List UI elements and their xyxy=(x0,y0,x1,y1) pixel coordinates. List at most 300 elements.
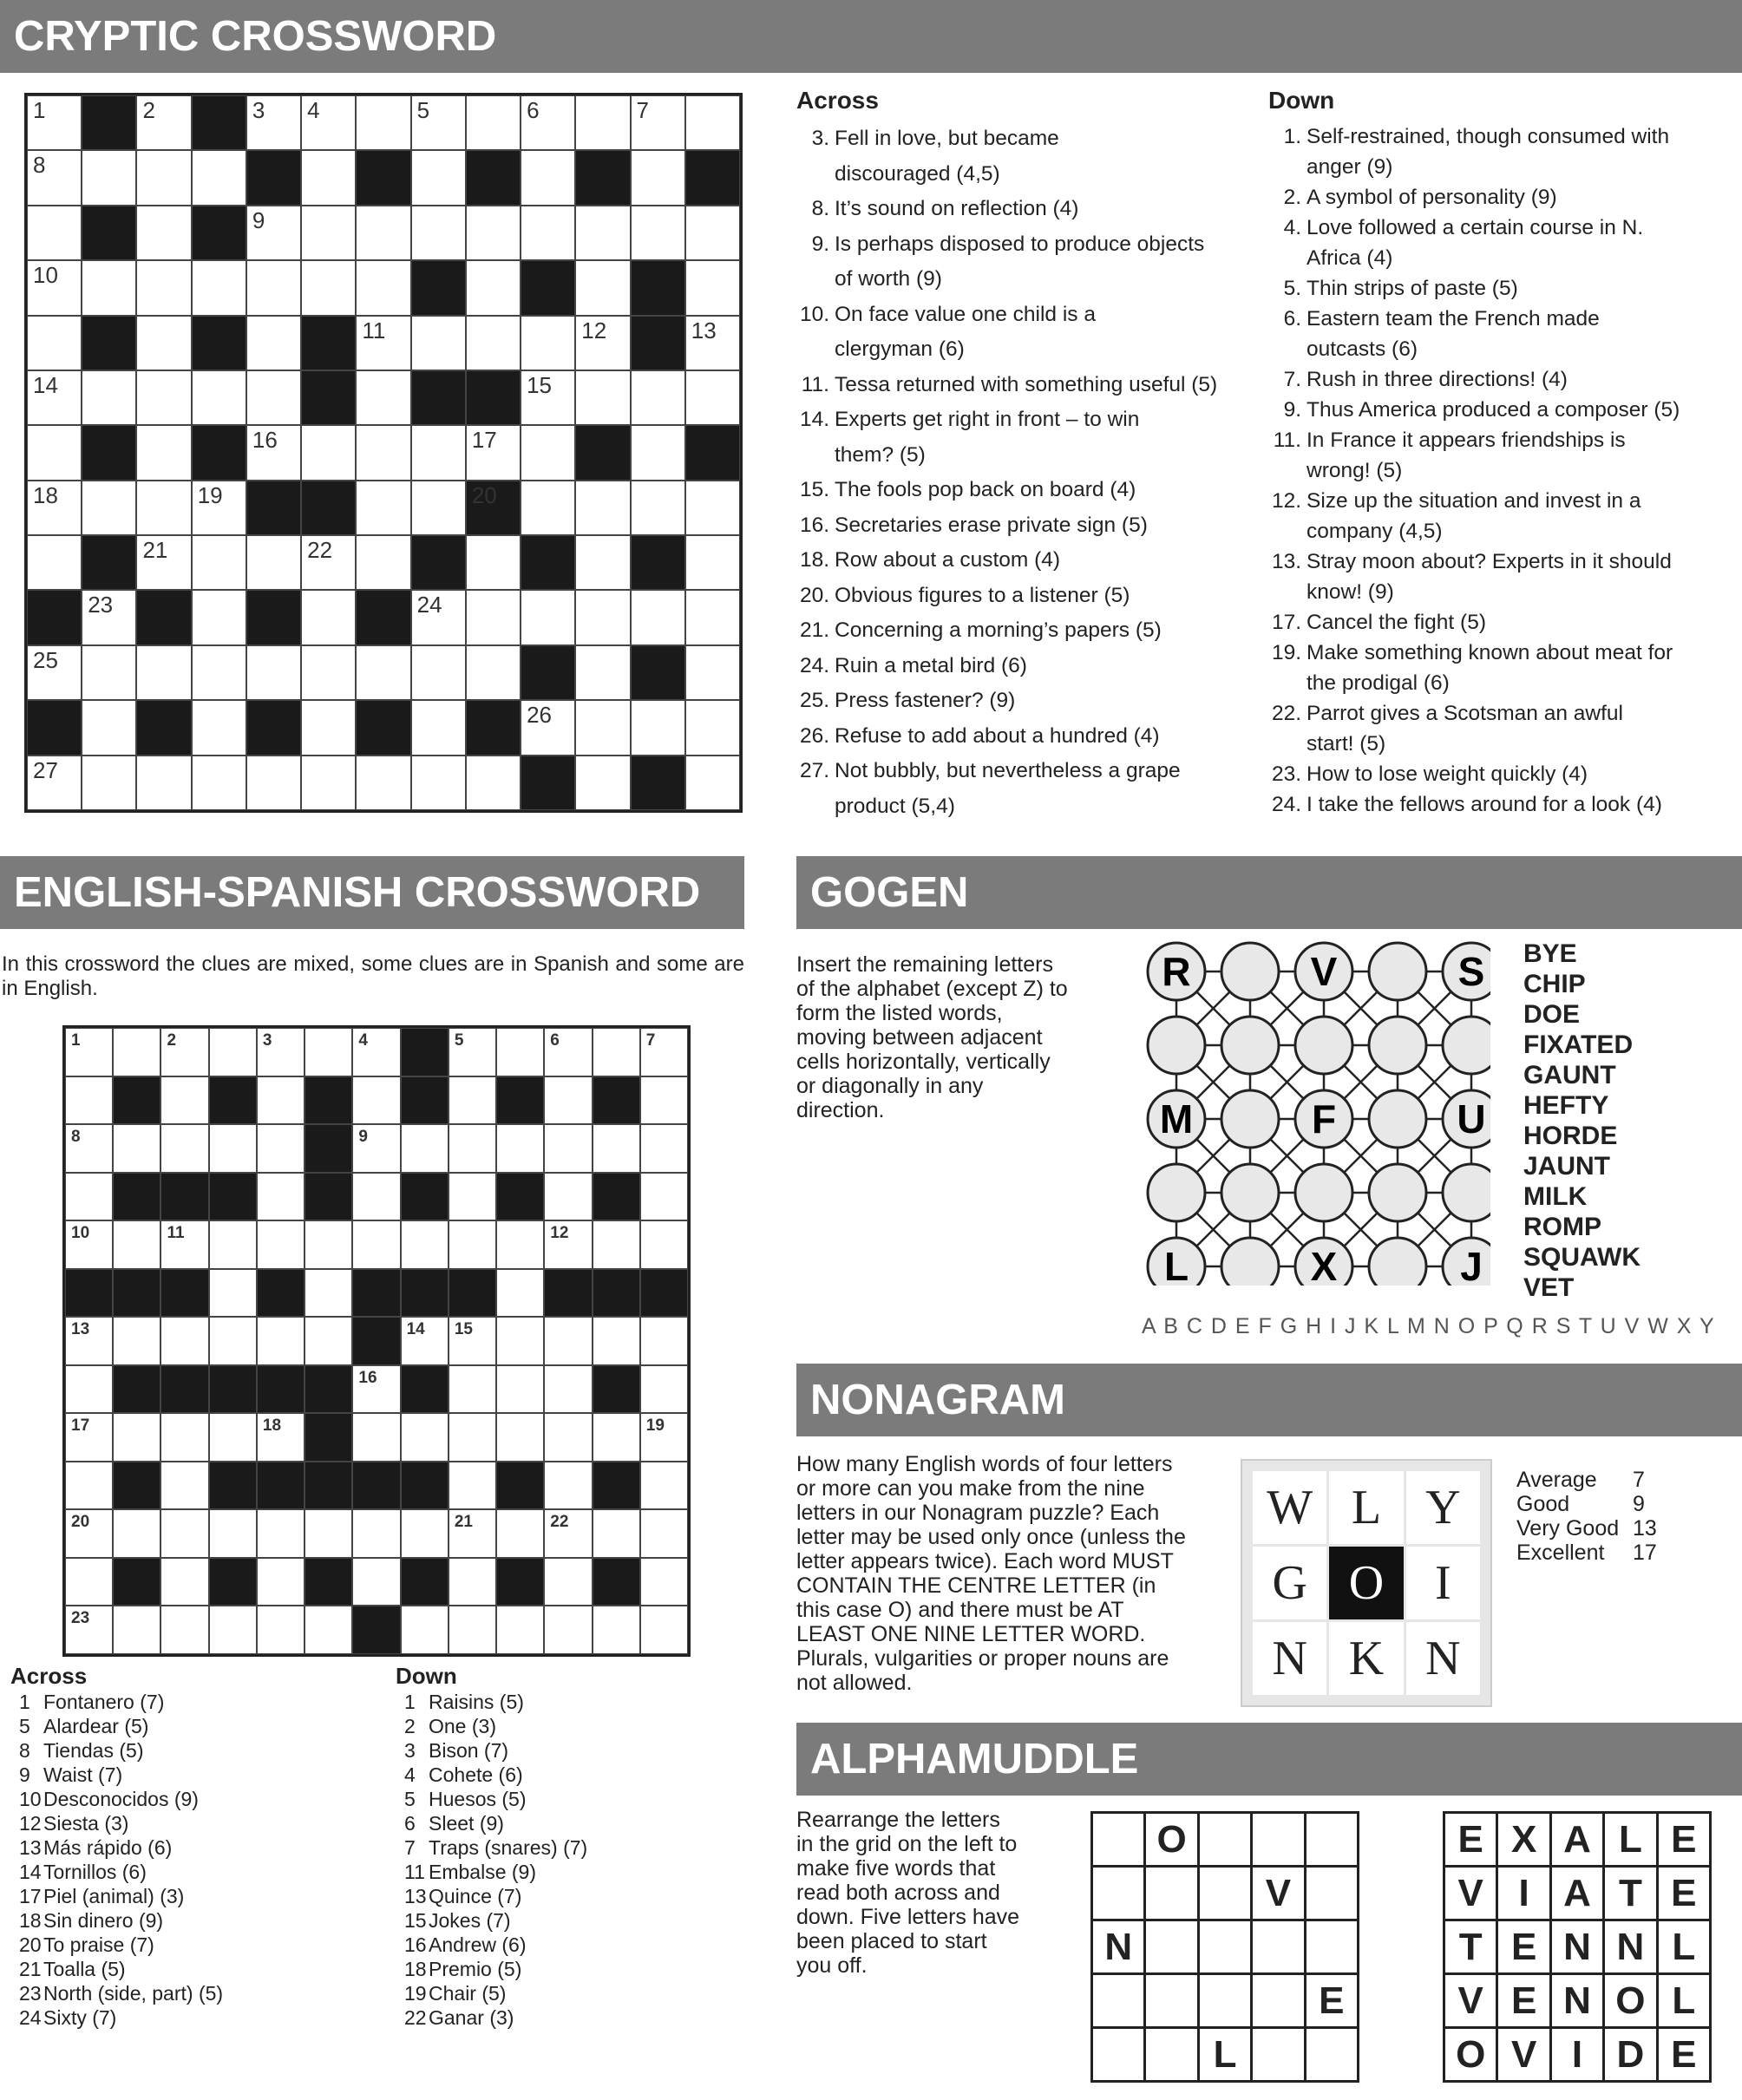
grid-cell[interactable] xyxy=(246,260,301,315)
grid-cell[interactable] xyxy=(352,1124,400,1173)
grid-cell[interactable] xyxy=(136,150,191,205)
grid-cell[interactable] xyxy=(257,1028,305,1076)
grid-cell[interactable] xyxy=(160,1509,208,1558)
grid-cell[interactable] xyxy=(401,1317,449,1365)
grid-cell[interactable] xyxy=(521,206,575,260)
grid-cell[interactable] xyxy=(82,150,136,205)
grid-cell[interactable] xyxy=(496,1124,544,1173)
grid-cell[interactable] xyxy=(449,1365,496,1414)
grid-cell[interactable] xyxy=(449,1462,496,1510)
alphamuddle-cell[interactable] xyxy=(1145,1974,1198,2028)
grid-cell[interactable] xyxy=(257,1076,305,1125)
grid-cell[interactable] xyxy=(352,1028,400,1076)
alphamuddle-cell[interactable]: I xyxy=(1497,1867,1550,1920)
grid-cell[interactable] xyxy=(27,206,82,260)
grid-cell[interactable] xyxy=(466,260,521,315)
grid-cell[interactable] xyxy=(593,1413,640,1462)
grid-cell[interactable] xyxy=(301,700,356,755)
grid-cell[interactable] xyxy=(257,1173,305,1221)
gogen-node[interactable] xyxy=(1295,1017,1352,1074)
grid-cell[interactable] xyxy=(305,1220,352,1269)
gogen-node[interactable] xyxy=(1369,1017,1426,1074)
grid-cell[interactable] xyxy=(449,1509,496,1558)
alphamuddle-cell[interactable]: T xyxy=(1444,1920,1497,1974)
grid-cell[interactable] xyxy=(356,370,410,425)
grid-cell[interactable] xyxy=(27,150,82,205)
grid-cell[interactable] xyxy=(246,645,301,700)
grid-cell[interactable] xyxy=(640,1076,688,1125)
grid-cell[interactable] xyxy=(136,425,191,480)
grid-cell[interactable] xyxy=(65,1173,113,1221)
grid-cell[interactable] xyxy=(257,1220,305,1269)
grid-cell[interactable] xyxy=(65,1509,113,1558)
grid-cell[interactable] xyxy=(356,481,410,535)
grid-cell[interactable] xyxy=(305,1509,352,1558)
grid-cell[interactable] xyxy=(593,1317,640,1365)
grid-cell[interactable] xyxy=(82,481,136,535)
grid-cell[interactable] xyxy=(136,206,191,260)
grid-cell[interactable] xyxy=(685,481,740,535)
grid-cell[interactable] xyxy=(466,535,521,590)
grid-cell[interactable] xyxy=(246,316,301,370)
grid-cell[interactable] xyxy=(136,95,191,150)
alphamuddle-cell[interactable]: D xyxy=(1604,2028,1657,2082)
grid-cell[interactable] xyxy=(65,1220,113,1269)
grid-cell[interactable] xyxy=(65,1462,113,1510)
grid-cell[interactable] xyxy=(65,1124,113,1173)
grid-cell[interactable] xyxy=(27,95,82,150)
grid-cell[interactable] xyxy=(301,150,356,205)
grid-cell[interactable] xyxy=(466,316,521,370)
grid-cell[interactable] xyxy=(411,700,466,755)
grid-cell[interactable] xyxy=(305,1028,352,1076)
grid-cell[interactable] xyxy=(65,1606,113,1654)
alphamuddle-cell[interactable] xyxy=(1305,1813,1358,1867)
alphamuddle-cell[interactable]: N xyxy=(1550,1920,1603,1974)
grid-cell[interactable] xyxy=(411,481,466,535)
grid-cell[interactable] xyxy=(136,260,191,315)
grid-cell[interactable] xyxy=(192,370,246,425)
grid-cell[interactable] xyxy=(575,481,630,535)
grid-cell[interactable] xyxy=(521,95,575,150)
alphamuddle-cell[interactable] xyxy=(1198,1974,1251,2028)
alphamuddle-cell[interactable]: E xyxy=(1497,1974,1550,2028)
grid-cell[interactable] xyxy=(411,590,466,644)
alphamuddle-cell[interactable]: L xyxy=(1198,2028,1251,2082)
grid-cell[interactable] xyxy=(301,95,356,150)
grid-cell[interactable] xyxy=(466,95,521,150)
grid-cell[interactable] xyxy=(356,95,410,150)
grid-cell[interactable] xyxy=(685,590,740,644)
grid-cell[interactable] xyxy=(575,535,630,590)
alphamuddle-cell[interactable]: O xyxy=(1604,1974,1657,2028)
gogen-node[interactable] xyxy=(1221,1238,1279,1286)
grid-cell[interactable] xyxy=(449,1558,496,1606)
alphamuddle-cell[interactable] xyxy=(1305,1920,1358,1974)
grid-cell[interactable] xyxy=(65,1317,113,1365)
alphamuddle-cell[interactable]: V xyxy=(1497,2028,1550,2082)
grid-cell[interactable] xyxy=(640,1509,688,1558)
alphamuddle-cell[interactable]: E xyxy=(1305,1974,1358,2028)
grid-cell[interactable] xyxy=(301,260,356,315)
grid-cell[interactable] xyxy=(136,756,191,810)
gogen-node[interactable] xyxy=(1443,1164,1490,1221)
grid-cell[interactable] xyxy=(356,206,410,260)
grid-cell[interactable] xyxy=(113,1413,160,1462)
grid-cell[interactable] xyxy=(246,95,301,150)
grid-cell[interactable] xyxy=(136,535,191,590)
grid-cell[interactable] xyxy=(593,1124,640,1173)
grid-cell[interactable] xyxy=(27,316,82,370)
grid-cell[interactable] xyxy=(631,481,685,535)
grid-cell[interactable] xyxy=(593,1509,640,1558)
grid-cell[interactable] xyxy=(449,1173,496,1221)
grid-cell[interactable] xyxy=(521,316,575,370)
grid-cell[interactable] xyxy=(593,1606,640,1654)
grid-cell[interactable] xyxy=(246,370,301,425)
alphamuddle-cell[interactable] xyxy=(1252,1920,1305,1974)
alphamuddle-cell[interactable]: N xyxy=(1604,1920,1657,1974)
grid-cell[interactable] xyxy=(257,1606,305,1654)
grid-cell[interactable] xyxy=(544,1413,592,1462)
grid-cell[interactable] xyxy=(356,756,410,810)
grid-cell[interactable] xyxy=(496,1317,544,1365)
grid-cell[interactable] xyxy=(449,1317,496,1365)
grid-cell[interactable] xyxy=(82,700,136,755)
alphamuddle-cell[interactable]: E xyxy=(1657,1867,1710,1920)
grid-cell[interactable] xyxy=(640,1317,688,1365)
gogen-node[interactable] xyxy=(1295,1164,1352,1221)
alphamuddle-cell[interactable]: V xyxy=(1252,1867,1305,1920)
grid-cell[interactable] xyxy=(631,425,685,480)
grid-cell[interactable] xyxy=(640,1558,688,1606)
grid-cell[interactable] xyxy=(466,645,521,700)
grid-cell[interactable] xyxy=(411,206,466,260)
grid-cell[interactable] xyxy=(246,535,301,590)
grid-cell[interactable] xyxy=(401,1606,449,1654)
grid-cell[interactable] xyxy=(27,756,82,810)
grid-cell[interactable] xyxy=(411,150,466,205)
grid-cell[interactable] xyxy=(356,535,410,590)
grid-cell[interactable] xyxy=(575,700,630,755)
grid-cell[interactable] xyxy=(113,1509,160,1558)
gogen-node[interactable] xyxy=(1221,1090,1279,1148)
grid-cell[interactable] xyxy=(544,1124,592,1173)
grid-cell[interactable] xyxy=(631,150,685,205)
alphamuddle-cell[interactable]: V xyxy=(1444,1974,1497,2028)
alphamuddle-cell[interactable] xyxy=(1252,1974,1305,2028)
grid-cell[interactable] xyxy=(113,1220,160,1269)
grid-cell[interactable] xyxy=(401,1220,449,1269)
grid-cell[interactable] xyxy=(257,1413,305,1462)
grid-cell[interactable] xyxy=(352,1413,400,1462)
grid-cell[interactable] xyxy=(631,95,685,150)
grid-cell[interactable] xyxy=(640,1028,688,1076)
grid-cell[interactable] xyxy=(544,1509,592,1558)
grid-cell[interactable] xyxy=(352,1076,400,1125)
grid-cell[interactable] xyxy=(192,590,246,644)
grid-cell[interactable] xyxy=(356,316,410,370)
grid-cell[interactable] xyxy=(113,1606,160,1654)
grid-cell[interactable] xyxy=(352,1365,400,1414)
grid-cell[interactable] xyxy=(631,370,685,425)
grid-cell[interactable] xyxy=(160,1558,208,1606)
grid-cell[interactable] xyxy=(209,1413,257,1462)
gogen-node[interactable] xyxy=(1221,943,1279,1000)
grid-cell[interactable] xyxy=(192,481,246,535)
grid-cell[interactable] xyxy=(301,535,356,590)
grid-cell[interactable] xyxy=(352,1173,400,1221)
alphamuddle-cell[interactable]: A xyxy=(1550,1813,1603,1867)
grid-cell[interactable] xyxy=(356,645,410,700)
grid-cell[interactable] xyxy=(246,425,301,480)
grid-cell[interactable] xyxy=(301,206,356,260)
grid-cell[interactable] xyxy=(496,1028,544,1076)
grid-cell[interactable] xyxy=(27,535,82,590)
grid-cell[interactable] xyxy=(113,1124,160,1173)
grid-cell[interactable] xyxy=(496,1220,544,1269)
grid-cell[interactable] xyxy=(65,1028,113,1076)
grid-cell[interactable] xyxy=(352,1509,400,1558)
alphamuddle-cell[interactable] xyxy=(1252,1813,1305,1867)
grid-cell[interactable] xyxy=(160,1413,208,1462)
grid-cell[interactable] xyxy=(685,700,740,755)
grid-cell[interactable] xyxy=(411,425,466,480)
grid-cell[interactable] xyxy=(257,1509,305,1558)
grid-cell[interactable] xyxy=(305,1269,352,1318)
gogen-node[interactable] xyxy=(1443,1017,1490,1074)
grid-cell[interactable] xyxy=(544,1462,592,1510)
alphamuddle-cell[interactable]: E xyxy=(1444,1813,1497,1867)
gogen-node[interactable] xyxy=(1369,943,1426,1000)
grid-cell[interactable] xyxy=(640,1220,688,1269)
alphamuddle-cell[interactable]: L xyxy=(1604,1813,1657,1867)
alphamuddle-cell[interactable] xyxy=(1252,2028,1305,2082)
gogen-node[interactable] xyxy=(1148,1164,1205,1221)
grid-cell[interactable] xyxy=(496,1509,544,1558)
grid-cell[interactable] xyxy=(575,645,630,700)
alphamuddle-cell[interactable] xyxy=(1092,1813,1145,1867)
grid-cell[interactable] xyxy=(449,1076,496,1125)
grid-cell[interactable] xyxy=(301,756,356,810)
grid-cell[interactable] xyxy=(466,590,521,644)
grid-cell[interactable] xyxy=(160,1462,208,1510)
alphamuddle-cell[interactable] xyxy=(1198,1813,1251,1867)
grid-cell[interactable] xyxy=(575,260,630,315)
grid-cell[interactable] xyxy=(356,260,410,315)
grid-cell[interactable] xyxy=(209,1028,257,1076)
grid-cell[interactable] xyxy=(411,95,466,150)
grid-cell[interactable] xyxy=(575,756,630,810)
alphamuddle-cell[interactable] xyxy=(1145,1920,1198,1974)
grid-cell[interactable] xyxy=(209,1220,257,1269)
grid-cell[interactable] xyxy=(192,700,246,755)
grid-cell[interactable] xyxy=(685,260,740,315)
alphamuddle-cell[interactable]: O xyxy=(1444,2028,1497,2082)
grid-cell[interactable] xyxy=(27,645,82,700)
grid-cell[interactable] xyxy=(496,1606,544,1654)
grid-cell[interactable] xyxy=(209,1317,257,1365)
alphamuddle-cell[interactable]: I xyxy=(1550,2028,1603,2082)
grid-cell[interactable] xyxy=(521,700,575,755)
grid-cell[interactable] xyxy=(496,1269,544,1318)
grid-cell[interactable] xyxy=(685,95,740,150)
alphamuddle-cell[interactable] xyxy=(1305,2028,1358,2082)
grid-cell[interactable] xyxy=(82,370,136,425)
grid-cell[interactable] xyxy=(544,1558,592,1606)
grid-cell[interactable] xyxy=(544,1317,592,1365)
alphamuddle-cell[interactable] xyxy=(1092,1867,1145,1920)
grid-cell[interactable] xyxy=(544,1365,592,1414)
alphamuddle-cell[interactable]: E xyxy=(1657,2028,1710,2082)
grid-cell[interactable] xyxy=(449,1124,496,1173)
grid-cell[interactable] xyxy=(521,425,575,480)
grid-cell[interactable] xyxy=(136,645,191,700)
gogen-node[interactable] xyxy=(1221,1017,1279,1074)
grid-cell[interactable] xyxy=(575,316,630,370)
grid-cell[interactable] xyxy=(521,590,575,644)
grid-cell[interactable] xyxy=(575,590,630,644)
grid-cell[interactable] xyxy=(160,1028,208,1076)
grid-cell[interactable] xyxy=(257,1317,305,1365)
grid-cell[interactable] xyxy=(136,481,191,535)
grid-cell[interactable] xyxy=(301,645,356,700)
grid-cell[interactable] xyxy=(575,206,630,260)
grid-cell[interactable] xyxy=(449,1028,496,1076)
grid-cell[interactable] xyxy=(401,1124,449,1173)
grid-cell[interactable] xyxy=(192,645,246,700)
alphamuddle-cell[interactable] xyxy=(1092,1974,1145,2028)
grid-cell[interactable] xyxy=(160,1220,208,1269)
grid-cell[interactable] xyxy=(640,1365,688,1414)
gogen-node[interactable] xyxy=(1148,1017,1205,1074)
grid-cell[interactable] xyxy=(593,1028,640,1076)
grid-cell[interactable] xyxy=(27,481,82,535)
grid-cell[interactable] xyxy=(257,1558,305,1606)
grid-cell[interactable] xyxy=(640,1124,688,1173)
grid-cell[interactable] xyxy=(192,260,246,315)
grid-cell[interactable] xyxy=(160,1124,208,1173)
grid-cell[interactable] xyxy=(411,316,466,370)
grid-cell[interactable] xyxy=(246,206,301,260)
grid-cell[interactable] xyxy=(544,1220,592,1269)
alphamuddle-cell[interactable]: E xyxy=(1497,1920,1550,1974)
grid-cell[interactable] xyxy=(65,1365,113,1414)
alphamuddle-cell[interactable] xyxy=(1198,1867,1251,1920)
grid-cell[interactable] xyxy=(209,1509,257,1558)
alphamuddle-cell[interactable]: A xyxy=(1550,1867,1603,1920)
gogen-node[interactable] xyxy=(1369,1164,1426,1221)
grid-cell[interactable] xyxy=(192,150,246,205)
grid-cell[interactable] xyxy=(257,1124,305,1173)
grid-cell[interactable] xyxy=(685,535,740,590)
gogen-node[interactable] xyxy=(1221,1164,1279,1221)
grid-cell[interactable] xyxy=(575,370,630,425)
grid-cell[interactable] xyxy=(27,260,82,315)
grid-cell[interactable] xyxy=(631,206,685,260)
grid-cell[interactable] xyxy=(466,425,521,480)
alphamuddle-cell[interactable]: V xyxy=(1444,1867,1497,1920)
grid-cell[interactable] xyxy=(685,756,740,810)
grid-cell[interactable] xyxy=(356,425,410,480)
grid-cell[interactable] xyxy=(449,1220,496,1269)
alphamuddle-cell[interactable] xyxy=(1145,1867,1198,1920)
grid-cell[interactable] xyxy=(82,645,136,700)
grid-cell[interactable] xyxy=(82,590,136,644)
grid-cell[interactable] xyxy=(305,1317,352,1365)
grid-cell[interactable] xyxy=(209,1269,257,1318)
grid-cell[interactable] xyxy=(192,756,246,810)
alphamuddle-cell[interactable]: T xyxy=(1604,1867,1657,1920)
grid-cell[interactable] xyxy=(246,756,301,810)
alphamuddle-cell[interactable] xyxy=(1145,2028,1198,2082)
grid-cell[interactable] xyxy=(401,1413,449,1462)
grid-cell[interactable] xyxy=(305,1606,352,1654)
grid-cell[interactable] xyxy=(544,1076,592,1125)
grid-cell[interactable] xyxy=(449,1413,496,1462)
grid-cell[interactable] xyxy=(160,1317,208,1365)
grid-cell[interactable] xyxy=(631,700,685,755)
alphamuddle-cell[interactable]: N xyxy=(1550,1974,1603,2028)
grid-cell[interactable] xyxy=(82,756,136,810)
grid-cell[interactable] xyxy=(136,370,191,425)
grid-cell[interactable] xyxy=(192,535,246,590)
grid-cell[interactable] xyxy=(521,150,575,205)
grid-cell[interactable] xyxy=(65,1076,113,1125)
grid-cell[interactable] xyxy=(301,425,356,480)
grid-cell[interactable] xyxy=(301,590,356,644)
grid-cell[interactable] xyxy=(685,370,740,425)
grid-cell[interactable] xyxy=(640,1413,688,1462)
alphamuddle-cell[interactable] xyxy=(1198,1920,1251,1974)
grid-cell[interactable] xyxy=(352,1558,400,1606)
gogen-node[interactable] xyxy=(1369,1090,1426,1148)
grid-cell[interactable] xyxy=(411,645,466,700)
grid-cell[interactable] xyxy=(82,260,136,315)
alphamuddle-cell[interactable]: E xyxy=(1657,1813,1710,1867)
grid-cell[interactable] xyxy=(685,316,740,370)
grid-cell[interactable] xyxy=(65,1558,113,1606)
grid-cell[interactable] xyxy=(466,206,521,260)
grid-cell[interactable] xyxy=(496,1365,544,1414)
grid-cell[interactable] xyxy=(160,1076,208,1125)
grid-cell[interactable] xyxy=(640,1462,688,1510)
grid-cell[interactable] xyxy=(521,370,575,425)
grid-cell[interactable] xyxy=(27,370,82,425)
grid-cell[interactable] xyxy=(544,1173,592,1221)
grid-cell[interactable] xyxy=(544,1028,592,1076)
alphamuddle-cell[interactable]: N xyxy=(1092,1920,1145,1974)
grid-cell[interactable] xyxy=(466,756,521,810)
grid-cell[interactable] xyxy=(411,756,466,810)
gogen-node[interactable] xyxy=(1369,1238,1426,1286)
grid-cell[interactable] xyxy=(113,1317,160,1365)
grid-cell[interactable] xyxy=(209,1606,257,1654)
grid-cell[interactable] xyxy=(401,1509,449,1558)
alphamuddle-cell[interactable] xyxy=(1305,1867,1358,1920)
grid-cell[interactable] xyxy=(640,1173,688,1221)
grid-cell[interactable] xyxy=(449,1606,496,1654)
grid-cell[interactable] xyxy=(544,1606,592,1654)
alphamuddle-cell[interactable]: L xyxy=(1657,1974,1710,2028)
grid-cell[interactable] xyxy=(575,95,630,150)
grid-cell[interactable] xyxy=(631,590,685,644)
grid-cell[interactable] xyxy=(496,1413,544,1462)
grid-cell[interactable] xyxy=(113,1028,160,1076)
alphamuddle-cell[interactable]: O xyxy=(1145,1813,1198,1867)
grid-cell[interactable] xyxy=(685,645,740,700)
grid-cell[interactable] xyxy=(521,481,575,535)
